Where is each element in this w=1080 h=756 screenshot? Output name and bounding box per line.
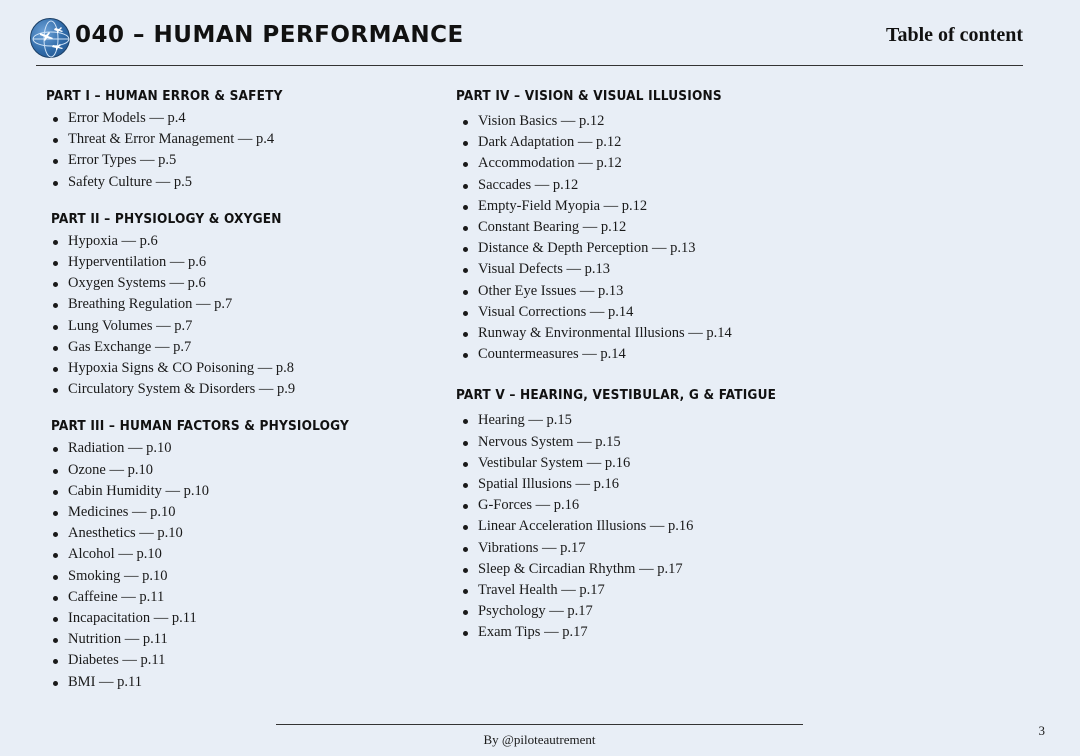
toc-entry[interactable]: Dark Adaptation — p.12 [456,132,876,153]
toc-entry[interactable]: Oxygen Systems — p.6 [46,273,426,294]
globe-airplanes-icon [30,18,70,58]
part-item-list [46,231,426,401]
toc-entry[interactable]: Psychology — p.17 [456,601,876,622]
toc-part-3 [46,418,426,692]
footer-divider [276,724,803,725]
toc-entry[interactable]: Visual Defects — p.13 [456,259,876,280]
toc-entry[interactable]: Error Types — p.5 [46,150,426,171]
toc-entry[interactable]: Circulatory System & Disorders — p.9 [46,379,426,400]
toc-part-4 [456,88,876,365]
toc-entry[interactable]: Diabetes — p.11 [46,650,426,671]
part-title: PART III – HUMAN FACTORS & PHYSIOLOGY [51,418,349,435]
toc-part-2 [46,211,426,401]
toc-entry[interactable]: Gas Exchange — p.7 [46,337,426,358]
part-item-list [456,111,876,365]
toc-entry[interactable]: Saccades — p.12 [456,175,876,196]
toc-entry[interactable]: Countermeasures — p.14 [456,344,876,365]
toc-entry[interactable]: Vision Basics — p.12 [456,111,876,132]
toc-entry[interactable]: Linear Acceleration Illusions — p.16 [456,516,876,537]
toc-entry[interactable]: Cabin Humidity — p.10 [46,481,426,502]
part-item-list [46,438,426,692]
toc-part-5 [456,387,876,643]
part-title: PART II – PHYSIOLOGY & OXYGEN [51,210,282,227]
toc-entry[interactable]: Runway & Environmental Illusions — p.14 [456,323,876,344]
toc-entry[interactable]: Hypoxia — p.6 [46,231,426,252]
toc-entry[interactable]: Nutrition — p.11 [46,629,426,650]
toc-entry[interactable]: Safety Culture — p.5 [46,172,426,193]
toc-entry[interactable]: Medicines — p.10 [46,502,426,523]
header-divider [36,65,1023,66]
toc-entry[interactable]: Alcohol — p.10 [46,544,426,565]
toc-entry[interactable]: Distance & Depth Perception — p.13 [456,238,876,259]
toc-entry[interactable]: Anesthetics — p.10 [46,523,426,544]
toc-entry[interactable]: Caffeine — p.11 [46,587,426,608]
toc-entry[interactable]: Spatial Illusions — p.16 [456,474,876,495]
toc-entry[interactable]: Breathing Regulation — p.7 [46,294,426,315]
toc-entry[interactable]: Threat & Error Management — p.4 [46,129,426,150]
page-number: 3 [1038,723,1045,738]
toc-entry[interactable]: Accommodation — p.12 [456,153,876,174]
footer-credit: By @piloteautrement [483,732,596,747]
table-of-content-heading: Table of content [885,24,1023,46]
toc-column-right [456,88,876,662]
toc-entry[interactable]: Exam Tips — p.17 [456,622,876,643]
toc-entry[interactable]: Travel Health — p.17 [456,580,876,601]
part-title: PART I – HUMAN ERROR & SAFETY [46,88,283,104]
toc-entry[interactable]: Error Models — p.4 [46,108,426,129]
toc-entry[interactable]: Incapacitation — p.11 [46,608,426,629]
toc-entry[interactable]: Vibrations — p.17 [456,538,876,559]
toc-entry[interactable]: Smoking — p.10 [46,566,426,587]
toc-entry[interactable]: BMI — p.11 [46,672,426,693]
toc-entry[interactable]: Constant Bearing — p.12 [456,217,876,238]
toc-part-1 [46,88,426,193]
toc-entry[interactable]: Hyperventilation — p.6 [46,252,426,273]
toc-entry[interactable]: Lung Volumes — p.7 [46,316,426,337]
toc-entry[interactable]: Empty-Field Myopia — p.12 [456,196,876,217]
toc-entry[interactable]: Vestibular System — p.16 [456,453,876,474]
part-title: PART V – HEARING, VESTIBULAR, G & FATIGUE [456,387,777,404]
page-header [30,16,1023,60]
toc-entry[interactable]: Visual Corrections — p.14 [456,302,876,323]
toc-entry[interactable]: Nervous System — p.15 [456,432,876,453]
part-item-list [46,108,426,193]
part-item-list [456,410,876,643]
toc-entry[interactable]: Radiation — p.10 [46,438,426,459]
toc-entry[interactable]: Hypoxia Signs & CO Poisoning — p.8 [46,358,426,379]
toc-entry[interactable]: G-Forces — p.16 [456,495,876,516]
toc-column-left [46,88,426,711]
toc-entry[interactable]: Other Eye Issues — p.13 [456,281,876,302]
toc-entry[interactable]: Sleep & Circadian Rhythm — p.17 [456,559,876,580]
part-title: PART IV – VISION & VISUAL ILLUSIONS [456,88,722,104]
toc-entry[interactable]: Hearing — p.15 [456,410,876,431]
toc-entry[interactable]: Ozone — p.10 [46,460,426,481]
document-title: 040 – HUMAN PERFORMANCE [75,22,464,48]
